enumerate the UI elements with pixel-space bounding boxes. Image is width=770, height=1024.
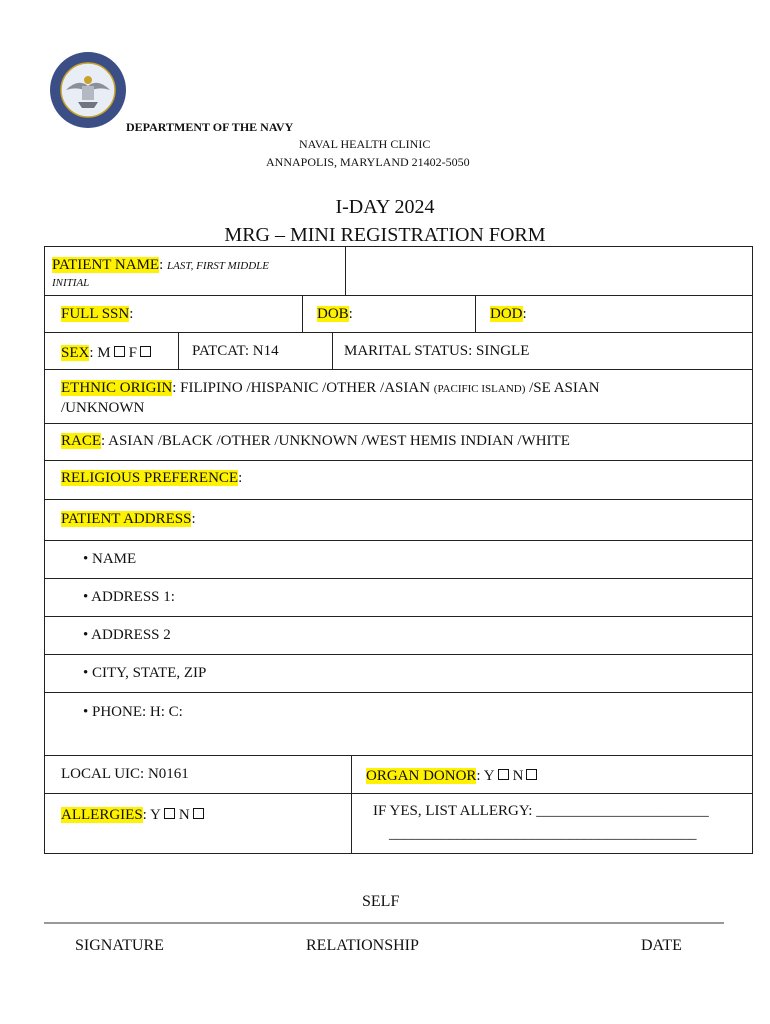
- city-state-zip-item[interactable]: • CITY, STATE, ZIP: [83, 665, 207, 681]
- patient-name-hint-cont: INITIAL: [52, 277, 90, 289]
- dod-field[interactable]: DOD:: [490, 306, 527, 322]
- ethnic-origin-label: ETHNIC ORIGIN: [61, 380, 173, 396]
- religious-preference-field[interactable]: RELIGIOUS PREFERENCE:: [61, 470, 243, 486]
- address-name-item[interactable]: • NAME: [83, 551, 137, 567]
- race-label: RACE: [61, 433, 102, 449]
- ethnic-origin-options-b: /SE ASIAN: [525, 380, 600, 396]
- organ-donor-y-label: Y: [483, 768, 495, 784]
- patient-name-field[interactable]: PATIENT NAME: LAST, FIRST MIDDLE: [52, 257, 269, 273]
- clinic-address: ANNAPOLIS, MARYLAND 21402-5050: [266, 155, 470, 169]
- department-of-defense-seal: [48, 50, 128, 130]
- relationship-label: RELATIONSHIP: [306, 937, 419, 954]
- sex-f-label: F: [128, 345, 137, 361]
- relationship-value: SELF: [362, 893, 400, 910]
- allergies-y-label: Y: [150, 807, 161, 823]
- sex-m-label: M: [97, 345, 111, 361]
- allergies-field: ALLERGIES: Y N: [61, 806, 208, 824]
- patient-name-hint: LAST, FIRST MIDDLE: [167, 260, 269, 272]
- organ-donor-n-label: N: [512, 768, 524, 784]
- allergy-list-field[interactable]: IF YES, LIST ALLERGY: _______________________: [373, 803, 709, 819]
- address-1-item[interactable]: • ADDRESS 1:: [83, 589, 175, 605]
- organ-donor-label: ORGAN DONOR: [366, 768, 477, 784]
- ethnic-origin-pacific: (PACIFIC ISLAND): [433, 383, 526, 395]
- full-ssn-field[interactable]: FULL SSN:: [61, 306, 134, 322]
- local-uic-value: LOCAL UIC: N0161: [61, 766, 189, 782]
- sex-m-checkbox[interactable]: [114, 346, 125, 357]
- allergy-list-line2[interactable]: _________________________________________: [389, 826, 697, 842]
- organ-donor-y-checkbox[interactable]: [498, 769, 509, 780]
- patient-address-field: PATIENT ADDRESS:: [61, 511, 196, 527]
- ethnic-origin-options: : FILIPINO /HISPANIC /OTHER /ASIAN: [172, 380, 434, 396]
- race-options: : ASIAN /BLACK /OTHER /UNKNOWN /WEST HEMIS INDIAN /WHITE: [101, 433, 570, 449]
- date-label: DATE: [641, 937, 682, 954]
- sex-f-checkbox[interactable]: [140, 346, 151, 357]
- dod-label: DOD: [490, 306, 523, 322]
- sex-field: SEX: M F: [61, 344, 155, 362]
- religious-preference-label: RELIGIOUS PREFERENCE: [61, 470, 239, 486]
- address-2-item[interactable]: • ADDRESS 2: [83, 627, 171, 643]
- sex-label: SEX: [61, 345, 90, 361]
- form-title-line2: MRG – MINI REGISTRATION FORM: [224, 224, 546, 246]
- dob-label: DOB: [317, 306, 349, 322]
- patcat-value: PATCAT: N14: [192, 343, 279, 359]
- organ-donor-field: ORGAN DONOR: Y N: [366, 767, 541, 785]
- patient-name-input[interactable]: [347, 249, 751, 293]
- clinic-name: NAVAL HEALTH CLINIC: [299, 137, 431, 151]
- allergies-y-checkbox[interactable]: [164, 808, 175, 819]
- allergies-n-checkbox[interactable]: [193, 808, 204, 819]
- organ-donor-n-checkbox[interactable]: [526, 769, 537, 780]
- patient-address-label: PATIENT ADDRESS: [61, 511, 192, 527]
- phone-item[interactable]: • PHONE: H: C:: [83, 704, 183, 720]
- ethnic-origin-field[interactable]: [61, 379, 600, 398]
- full-ssn-label: FULL SSN: [61, 306, 130, 322]
- marital-status-value: MARITAL STATUS: SINGLE: [344, 343, 530, 359]
- allergies-n-label: N: [178, 807, 190, 823]
- signature-line[interactable]: [44, 922, 724, 924]
- registration-form-table: [44, 246, 753, 854]
- form-title-line1: I-DAY 2024: [335, 196, 435, 218]
- department-name: DEPARTMENT OF THE NAVY: [126, 120, 294, 134]
- race-field[interactable]: [61, 432, 570, 450]
- signature-label: SIGNATURE: [75, 937, 164, 954]
- allergies-label: ALLERGIES: [61, 807, 143, 823]
- dob-field[interactable]: DOB:: [317, 306, 353, 322]
- patient-name-label: PATIENT NAME: [52, 257, 160, 273]
- ethnic-origin-options-cont: /UNKNOWN: [61, 400, 145, 416]
